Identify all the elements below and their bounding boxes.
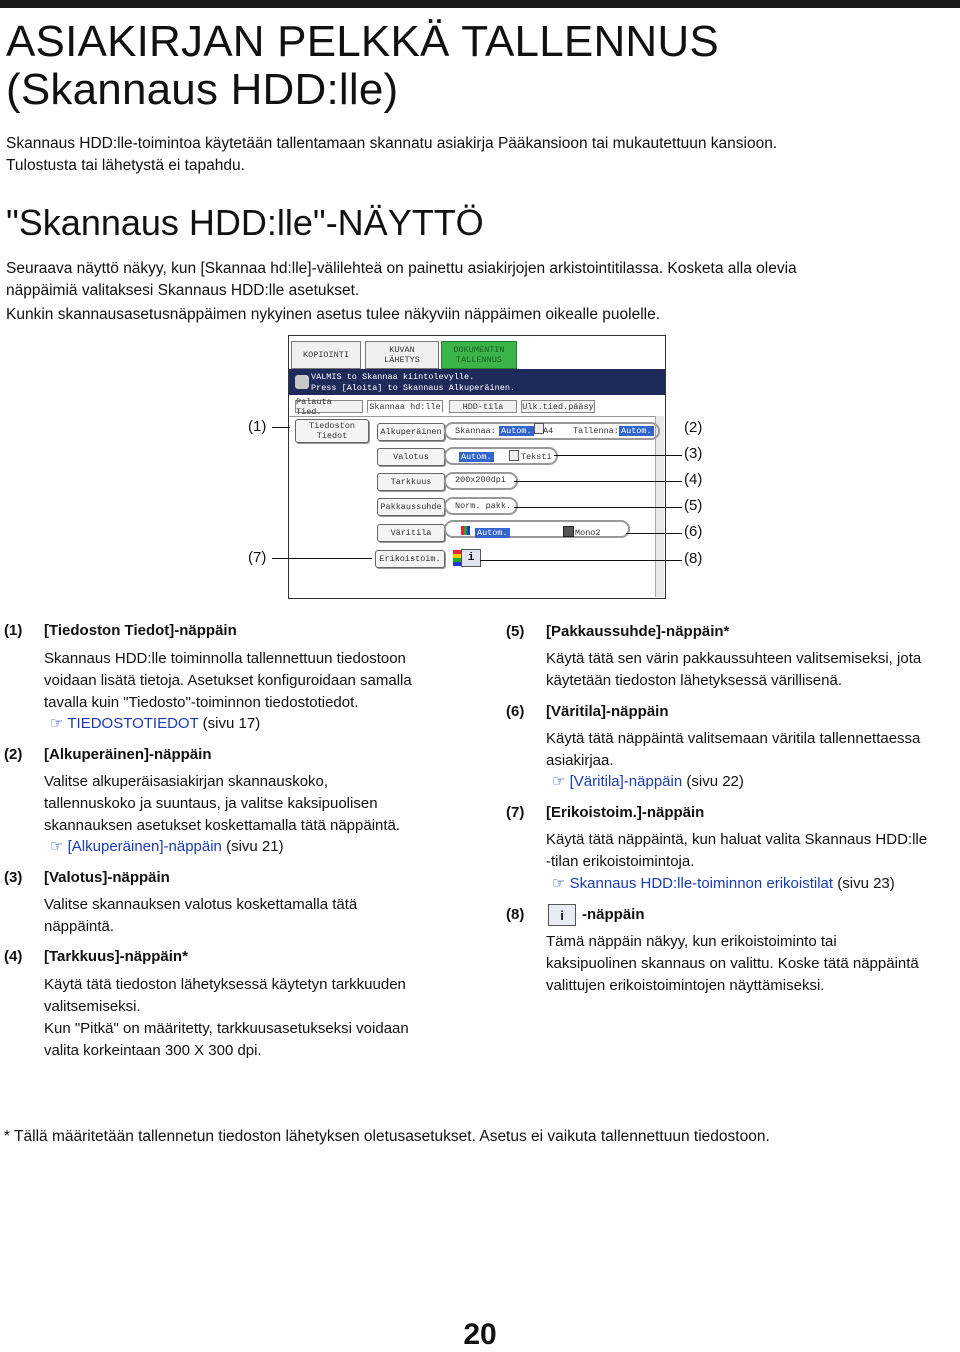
tab-document-filing[interactable]: DOKUMENTIN TALLENNUS xyxy=(441,341,517,369)
callout-3: (3) xyxy=(684,445,703,462)
ref-original[interactable]: [Alkuperäinen]-näppäin xyxy=(67,838,222,855)
tab-image-send[interactable]: KUVAN LÄHETYS xyxy=(365,341,439,369)
tab-scan-to-hdd[interactable]: Skannaa hd:lle xyxy=(367,400,443,413)
callout-2: (2) xyxy=(684,419,703,436)
section-title: "Skannaus HDD:lle"-NÄYTTÖ xyxy=(6,202,484,243)
color-mode-color-value: Autom. xyxy=(477,528,508,538)
special-modes-info-button[interactable]: i xyxy=(461,549,481,567)
mono-icon xyxy=(563,526,574,537)
reference-icon: ☞ xyxy=(50,715,64,732)
title-line-1: ASIAKIRJAN PELKKÄ TALLENNUS xyxy=(6,17,719,66)
intro xyxy=(6,133,777,177)
ref-special-modes[interactable]: Skannaus HDD:lle-toiminnon erikoistilat xyxy=(569,875,834,892)
scanner-icon xyxy=(295,375,309,389)
info-key-icon: i xyxy=(548,904,576,926)
resolution-button[interactable]: Tarkkuus xyxy=(377,473,445,491)
callout-8: (8) xyxy=(684,550,703,567)
file-info-button[interactable]: Tiedoston Tiedot xyxy=(295,419,369,443)
callout-5: (5) xyxy=(684,497,703,514)
color-mode-mono-value: Mono2 xyxy=(575,528,601,538)
callout-8-line xyxy=(480,560,682,561)
exposure-button[interactable]: Valotus xyxy=(377,448,445,466)
color-icon xyxy=(461,526,470,535)
message-line-2: Press [Aloita] to Skannaus Alkuperäinen. xyxy=(311,383,516,393)
compression-button[interactable]: Pakkaussuhde xyxy=(377,498,445,516)
intro-line-2: Tulostusta tai lähetystä ei tapahdu. xyxy=(6,157,245,174)
text-mode-icon xyxy=(509,450,519,461)
page-title xyxy=(6,18,719,114)
tab-copy[interactable]: KOPIOINTI xyxy=(291,341,361,369)
color-mode-settings-frame xyxy=(444,520,630,538)
footnote: * Tällä määritetään tallennetun tiedoston lähetyksen oletusasetukset. Asetus ei vaikuta tallennettuun tiedostoon. xyxy=(4,1128,770,1145)
store-size-label: Tallenna: xyxy=(573,426,619,436)
section-line-3: Kunkin skannausasetusnäppäimen nykyinen asetus tulee näkyviin näppäimen oikealle puolelle. xyxy=(6,306,661,323)
callout-7-line xyxy=(272,558,372,559)
reference-icon: ☞ xyxy=(552,773,566,790)
section-line-1: Seuraava näyttö näkyy, kun [Skannaa hd:lle]-välilehteä on painettu asiakirjojen arkistointitilassa. Kosketa alla olevia xyxy=(6,260,797,277)
callout-5-line xyxy=(514,507,682,508)
original-button[interactable]: Alkuperäinen xyxy=(377,423,445,441)
section-text xyxy=(6,258,797,326)
message-line-1: VALMIS to Skannaa kiintolevylle. xyxy=(311,372,475,382)
top-rule xyxy=(0,0,960,8)
special-modes-button[interactable]: Erikoistoim. xyxy=(375,550,445,568)
callout-4: (4) xyxy=(684,471,703,488)
compression-value: Norm. pakk. xyxy=(455,501,512,511)
title-line-2: (Skannaus HDD:lle) xyxy=(6,65,399,114)
store-size-value: Autom. xyxy=(621,426,652,436)
callout-1-line xyxy=(272,427,290,428)
callout-6: (6) xyxy=(684,523,703,540)
resolution-value: 200x200dpi xyxy=(455,475,507,485)
section-line-2: näppäimiä valitaksesi Skannaus HDD:lle asetukset. xyxy=(6,282,360,299)
callout-7: (7) xyxy=(248,549,267,566)
page-number: 20 xyxy=(463,1318,497,1351)
callout-1: (1) xyxy=(248,418,267,435)
tab-file-retrieve[interactable]: Palauta Tied. xyxy=(295,400,363,413)
tab-hdd-status[interactable]: HDD-tila xyxy=(449,400,517,413)
color-mode-button[interactable]: Väritila xyxy=(377,524,445,542)
status-message xyxy=(289,369,665,395)
tab-external-access[interactable]: Ulk.tied.pääsy xyxy=(522,401,594,412)
exposure-mode-value: Teksti xyxy=(521,452,552,462)
exposure-value: Autom. xyxy=(461,452,492,462)
original-size-value: A4 xyxy=(543,426,554,436)
callout-6-line xyxy=(626,533,682,534)
ref-color-mode[interactable]: [Väritila]-näppäin xyxy=(569,773,683,790)
scan-size-label: Skannaa: xyxy=(455,426,496,436)
ref-file-info[interactable]: TIEDOSTOTIEDOT xyxy=(67,715,199,732)
reference-icon: ☞ xyxy=(50,838,64,855)
callout-3-line xyxy=(554,455,682,456)
scan-size-value: Autom. xyxy=(501,426,532,436)
reference-icon: ☞ xyxy=(552,875,566,892)
intro-line-1: Skannaus HDD:lle-toimintoa käytetään tallentamaan skannatu asiakirja Pääkansioon tai mukautettuun kansioon. xyxy=(6,135,778,152)
callout-4-line xyxy=(514,481,682,482)
